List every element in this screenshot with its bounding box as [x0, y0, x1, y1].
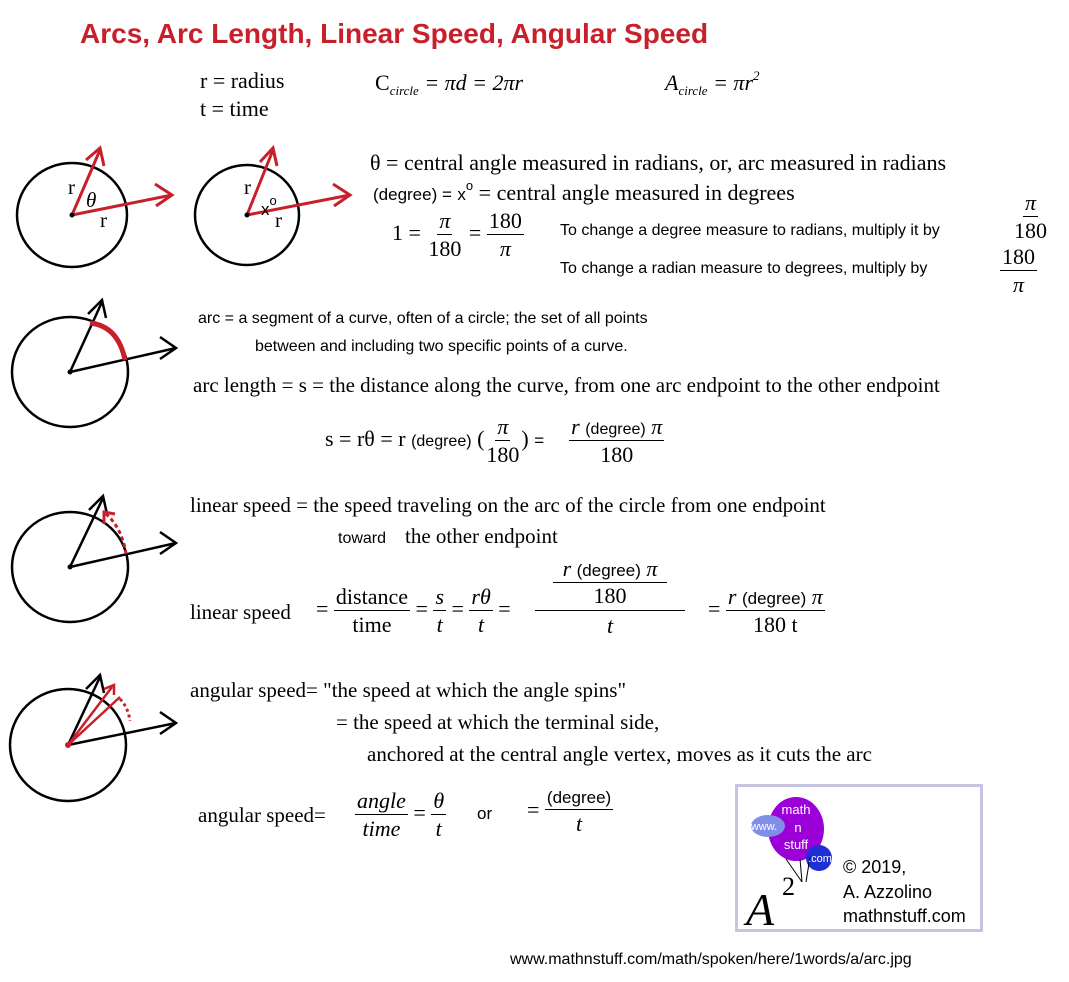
linear-speed-label: linear speed: [190, 600, 291, 624]
arc-length-definition: arc length = s = the distance along the curve, from one arc endpoint to the other endpoint: [193, 373, 940, 397]
arc-length-formula: s = rθ = r (degree) ( $\frac{\pi}{180}$ ) = $\frac{\text{r (degree) π}}{180}$: [325, 414, 663, 468]
arc-diagram: [0, 290, 200, 440]
angular-speed-formula: $\frac{\text{angle}}{\text{time}}$ = $\frac{\theta}{t}$: [357, 788, 445, 842]
page-title: Arcs, Arc Length, Linear Speed, Angular Speed: [80, 18, 709, 49]
svg-text:A: A: [746, 884, 775, 929]
theta-definition: θ = central angle measured in radians, or, arc measured in radians: [370, 150, 947, 175]
radius-label-upper-2: r: [244, 175, 251, 199]
linear-speed-result: = $\frac{\text{r (degree) π}}{180 t}$: [708, 584, 823, 638]
linear-speed-definition-line1: linear speed = the speed traveling on the arc of the circle from one endpoint: [190, 493, 826, 517]
logo-author: A. Azzolino: [843, 882, 933, 902]
conversion-equation: 1 = $\frac{\pi}{180}$ = $\frac{180}{\pi}$: [392, 208, 522, 262]
x-degree-label: $x^o$: [261, 193, 277, 219]
theta-label: θ: [86, 188, 97, 212]
radian-to-degree-note: To change a radian measure to degrees, multiply by: [560, 260, 928, 277]
degree-to-radian-note: To change a degree measure to radians, multiply it by: [560, 222, 940, 239]
radius-label-upper: r: [68, 175, 75, 199]
linear-speed-formula: = $\frac{\text{distance}}{\text{time}}$ = $\frac{s}{t}$ = $\frac{r\theta}{t}$ =: [316, 584, 511, 638]
circumference-formula: $C_{circle} = \pi d = 2\pi r$: [375, 70, 524, 98]
footer-url: www.mathnstuff.com/math/spoken/here/1words/a/arc.jpg: [510, 951, 912, 968]
area-formula: $A_{circle} = \pi r^2$: [665, 68, 760, 98]
radius-definition: r = radius: [200, 68, 285, 93]
logo-box: [735, 784, 983, 932]
linear-speed-compound-fraction: r (degree) π 180 t: [535, 556, 685, 639]
angular-speed-degree-formula: = $\frac{\text{(degree)}}{t}$: [527, 788, 612, 836]
angular-speed-definition-line3: anchored at the central angle vertex, moves as it cuts the arc: [367, 742, 872, 766]
arc-definition-line2: between and including two specific points of a curve.: [255, 338, 628, 355]
angular-speed-definition-line2: = the speed at which the terminal side,: [336, 710, 660, 734]
linear-speed-definition-line2-text: the other endpoint: [405, 524, 558, 548]
angular-speed-label: angular speed=: [198, 803, 326, 827]
logo-copyright: © 2019,: [843, 857, 907, 877]
angular-speed-definition-line1: angular speed= "the speed at which the angle spins": [190, 678, 627, 702]
svg-text:math: math: [781, 802, 811, 817]
or-label: or: [477, 804, 493, 823]
svg-text:2: 2: [782, 872, 795, 901]
180-over-pi: $\frac{180}{\pi}$: [1002, 244, 1035, 298]
radius-label-lower: r: [100, 208, 107, 232]
mathnstuff-logo: [738, 787, 848, 929]
svg-text:stuff: stuff: [783, 837, 809, 852]
svg-text:.com: .com: [808, 853, 832, 865]
logo-site: mathnstuff.com: [843, 906, 966, 926]
linear-speed-diagram: [0, 470, 200, 630]
pi-over-180: $\frac{\pi}{180}$: [1014, 190, 1047, 244]
linear-speed-definition-line2: toward: [338, 530, 387, 547]
angular-speed-diagram: [0, 665, 200, 825]
arc-definition-line1: arc = a segment of a curve, often of a circle; the set of all points: [198, 310, 648, 327]
time-definition: t = time: [200, 96, 269, 121]
radius-label-lower-2: r: [275, 208, 282, 232]
degree-definition: (degree) = $x^o$ = central angle measured in degrees: [373, 178, 795, 205]
svg-text:n: n: [794, 820, 802, 835]
svg-text:www.: www.: [750, 821, 778, 833]
